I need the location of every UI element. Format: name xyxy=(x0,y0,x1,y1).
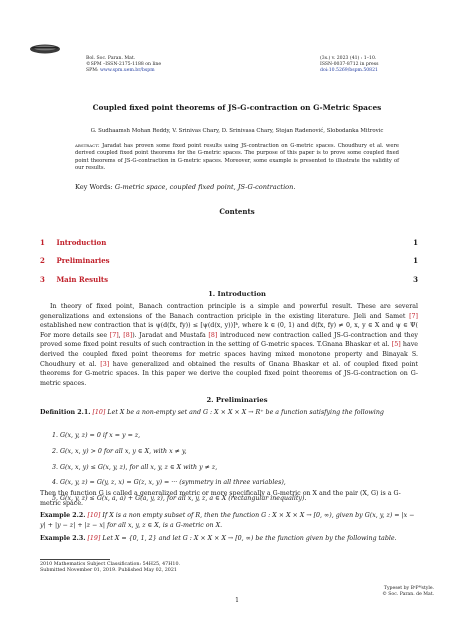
example-heading: Example 2.3. xyxy=(40,535,86,542)
axiom-item: 2. G(x, x, y) > 0 for all x, y ∈ X, with x ≠ y, xyxy=(52,447,187,455)
definition-closing: Then the function G is called a generalized metric or more specifically a G-metric on X and the pair (X, G) is a G-metric space. xyxy=(40,490,401,507)
axiom-item: 3. G(x, x, y) ≤ G(x, y, z), for all x, y, z ∈ X with y ≠ z, xyxy=(52,463,218,471)
toc-number: 3 xyxy=(40,275,45,284)
citation-link[interactable]: [7] xyxy=(409,312,418,320)
toc-item-main-results[interactable] xyxy=(40,275,418,284)
example-2-3 xyxy=(40,534,418,544)
citation-link[interactable]: [5] xyxy=(391,341,401,349)
paper-title: Coupled fixed point theorems of JS-G-contraction on G-Metric Spaces xyxy=(92,103,382,112)
citation-link[interactable]: [19] xyxy=(87,535,101,542)
section-title-preliminaries: 2. Preliminaries xyxy=(206,396,268,404)
website-label: SPM: xyxy=(86,68,99,74)
journal-volume: (3s.) v. 2023 (41) : 1–10. xyxy=(320,56,377,61)
toc-page: 1 xyxy=(413,256,418,265)
footnote-dates: Submitted November 01, 2019. Published May 02, 2021 xyxy=(40,568,177,574)
citation-link[interactable]: [7] xyxy=(109,331,119,339)
journal-website-line xyxy=(86,68,161,74)
toc-number: 2 xyxy=(40,256,45,265)
citation-link[interactable]: [8] xyxy=(208,331,218,339)
journal-issn-online: ©SPM –ISSN-2175-1188 on line xyxy=(86,62,162,68)
citation-link[interactable]: [3] xyxy=(100,360,110,368)
example-2-2 xyxy=(40,511,418,530)
journal-header-right xyxy=(320,56,378,75)
doi-link[interactable]: doi:10.5269/bspm.50821 xyxy=(320,68,378,74)
example-heading: Example 2.2. xyxy=(40,512,86,519)
example-text: If X is a non empty subset of R, then the function G : X × X × X → [0, ∞), given by G(x, y, z) = |x − y| + |y − z| + |z − x| for all x, y, z ∈ X, is a G-metric on X. xyxy=(40,512,415,529)
journal-name: Bol. Soc. Paran. Mat. xyxy=(86,56,136,61)
journal-logo-icon xyxy=(28,42,62,56)
axiom-item: 4. G(x, y, z) = G(y, z, x) = G(z, x, y) = ··· (symmetry in all three variables), xyxy=(52,479,286,487)
contents-title: Contents xyxy=(219,207,255,216)
abstract xyxy=(75,143,399,173)
axiom-item: 1. G(x, y, z) = 0 if x = y = z, xyxy=(52,432,141,439)
toc-item-introduction[interactable] xyxy=(40,238,418,247)
footnote xyxy=(40,562,340,575)
intro-text: , xyxy=(118,331,124,339)
abstract-text: Jaradat has proven some fixed point results using JS-contraction on G-metric spaces. Choudhury et al. were derived coupled fixed point theorems for the G-metric spaces. The purpose of this paper is to prove some coupled fixed point theorems of JS-G-contraction in G-metric spaces. Moreover, some example is presented to illustrate the validity of our results. xyxy=(75,143,399,172)
toc-label: Preliminaries xyxy=(56,256,110,265)
paper-authors: G. Sudhaamsh Mohan Reddy, V. Srinivas Chary, D. Srinivasa Chary, Stojan Radenović, Slobodanka Mitrovic xyxy=(90,128,384,134)
toc-label: Introduction xyxy=(56,238,107,247)
toc-number: 1 xyxy=(40,238,45,247)
definition-2-1 xyxy=(40,408,418,418)
toc-page: 3 xyxy=(413,275,418,284)
page-number: 1 xyxy=(235,597,239,604)
journal-issn-press: ISSN-0037-8712 in press xyxy=(320,62,379,68)
intro-text: have generalized and obtained the results of Gnana Bhaskar et al. of coupled fixed point theorems for G-metric spaces. In this paper we derive the coupled fixed point theorems of JS-G-contraction on G- metric spaces. xyxy=(40,360,418,387)
citation-link[interactable]: [10] xyxy=(87,512,101,519)
citation-link[interactable]: [8] xyxy=(123,331,133,339)
citation-link[interactable]: [10] xyxy=(92,409,106,416)
intro-text: introduced new contraction called JS-G-contraction and they proved some fixed point results of such contraction in the setting of G-metric spaces. T.Gnana Bhaskar et al. xyxy=(40,331,418,349)
typeset-line: Typeset by BˢPᴹstyle. xyxy=(383,586,434,591)
toc-item-preliminaries[interactable] xyxy=(40,256,418,265)
footnote-msc: 2010 Mathematics Subject Classification: 54H25, 47H10. xyxy=(40,562,181,567)
keywords-text: G-metric space, coupled fixed point, JS-G-contraction. xyxy=(114,183,296,191)
definition-heading: Definition 2.1. xyxy=(40,409,91,416)
journal-header-left xyxy=(86,56,161,75)
axiom-item: 5. G(x, y, z) ≤ G(x, a, a) + G(a, y, z), for all x, y, z, a ∈ X (rectangular inequality). xyxy=(52,495,307,503)
intro-text: ). Jaradat and Mustafa xyxy=(132,331,209,339)
intro-text: have derived the coupled fixed point theorems for metric spaces having mixed monotone property and Binayak S. Choudhury et al. xyxy=(40,341,418,368)
toc-label: Main Results xyxy=(56,275,109,284)
journal-website-link[interactable]: www.spm.uem.br/bspm xyxy=(99,68,155,74)
keywords-label: Key Words: xyxy=(75,183,113,191)
copyright-line: © Soc. Paran. de Mat. xyxy=(382,592,434,597)
footnote-rule xyxy=(40,559,110,560)
section-title-introduction: 1. Introduction xyxy=(208,290,266,298)
keywords xyxy=(75,183,405,191)
abstract-label: abstract: xyxy=(75,143,100,149)
intro-text: In theory of fixed point, Banach contraction principle is a simple and powerful result. These are several generalizations and extensions of the Banach contraction priciple in the existing literature. Jleli and Samet xyxy=(40,303,418,320)
toc-page: 1 xyxy=(413,238,418,247)
definition-text: Let X be a non-empty set and G : X × X × X → R⁺ be a function satisfying the following xyxy=(107,409,384,416)
intro-text: established new contraction that is ψ(d(fx, fy)) ≤ [ψ(d(x, y))]ᵏ, where k ∈ (0, 1) and d(fx, fy) ≠ 0, x, y ∈ X and ψ ∈ Ψ( For more details see xyxy=(40,322,418,339)
example-text: Let X = {0, 1, 2} and let G : X × X × X → [0, ∞) be the function given by the following table. xyxy=(102,535,397,542)
intro-paragraph xyxy=(40,302,418,388)
